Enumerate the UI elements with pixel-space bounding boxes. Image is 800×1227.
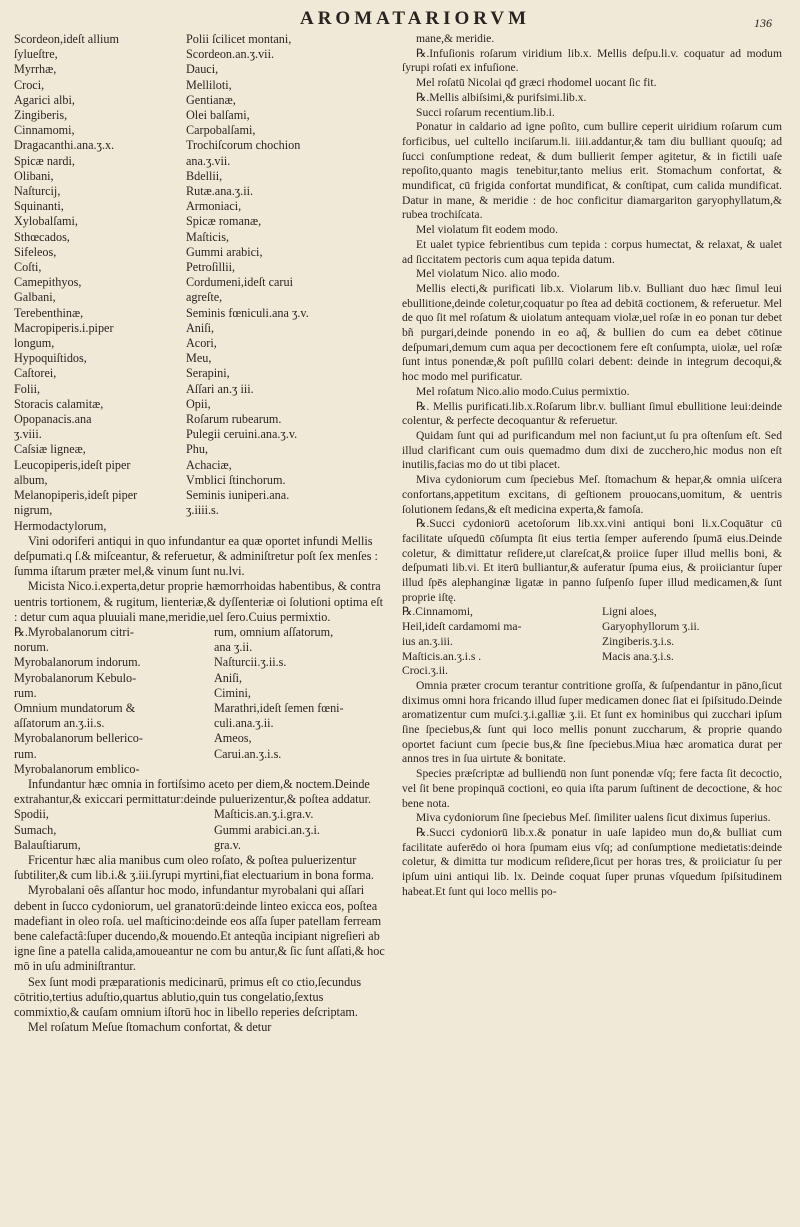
recipe-cell: Myrobalanorum Kebulo-: [14, 670, 137, 685]
right-paragraphs: [402, 32, 782, 605]
ingredient-line: Aniſi,: [186, 320, 215, 335]
ingredient-line: Hermodactylorum,: [14, 518, 107, 533]
ingredient-line: Vmblici ſtinchorum.: [186, 472, 286, 487]
recipe-cell: ana ʒ.ii.: [214, 640, 253, 655]
ingredient-line: Seminis fœniculi.ana ʒ.v.: [186, 305, 309, 320]
ingredient-line: Trochiſcorum chochion: [186, 138, 301, 153]
ingredient-line: Camepithyos,: [14, 275, 82, 290]
recipe-row: [402, 605, 782, 620]
ingredient-line: Sifeleos,: [14, 244, 57, 259]
recipe-row: [14, 747, 386, 762]
ingredient-line: Naſturcij,: [14, 184, 61, 199]
ingredient-line: Caſtorei,: [14, 366, 57, 381]
recipe-row: [14, 655, 386, 670]
paragraph: ℞.Succi cydoniorū acetoſorum lib.xx.vini antiqui boni li.x.Coquātur cū facilitate uſquedū cōſumpta ſit eius tertia ſemper auferendo ſpumā eius.Deinde coletur, & dimittatur reſidere,ut clareſcat,& proiice ſuper illud mellis boni, & deſpumati lib.vi. Et iterū bulliantur,& auferatur ſpuma eius, & proiiciantur ſuper illud ſpēs alephanginæ ligatæ in panno ſuſpenſo ſuper illud medicamen,& ſunt proprie iſtę.: [402, 517, 782, 604]
recipe-cell: Gummi arabici.an.ʒ.i.: [214, 822, 320, 837]
ingredient-line: Maſticis,: [186, 229, 229, 244]
ingredient-line: Zingiberis,: [14, 108, 68, 123]
ingredient-line: Phu,: [186, 442, 209, 457]
recipe-cell: Macis ana.ʒ.i.s.: [602, 649, 674, 663]
recipe-row: [14, 823, 386, 838]
running-header: AROMATARIORVM: [299, 8, 531, 29]
ingredient-line: nigrum,: [14, 503, 53, 518]
ingredient-line: Seminis iuniperi.ana.: [186, 488, 290, 503]
recipe-cell: rum.: [14, 685, 37, 700]
recipe-row: [14, 671, 386, 686]
ingredient-line: Roſarum rubearum.: [186, 412, 282, 427]
ingredient-line: Cinnamomi,: [14, 123, 75, 138]
recipe-cell: Myrobalanorum emblico-: [14, 761, 140, 776]
ingredient-line: Opii,: [186, 396, 211, 411]
ingredient-line: Aſſari an.ʒ iii.: [186, 381, 254, 396]
ingredient-line: agreſte,: [186, 290, 223, 305]
ingredient-lists: [14, 32, 386, 534]
recipe-table: [14, 625, 386, 777]
recipe-cell: Garyophyllorum ʒ.ii.: [602, 620, 700, 634]
ingredient-line: Carpobalſami,: [186, 123, 256, 138]
ingredient-line: Olei balſami,: [186, 108, 250, 123]
recipe-row: [402, 635, 782, 650]
left-column: [14, 32, 386, 1035]
ingredient-line: ana.ʒ.vii.: [186, 153, 231, 168]
ingredient-line: Squinanti,: [14, 199, 64, 214]
ingredient-line: Caſsiæ ligneæ,: [14, 442, 86, 457]
paragraph: Vini odoriferi antiqui in quo infundantur ea quæ oportet infundi Mellis deſpumati.q ſ.& miſceantur, & referuetur, & adminiſtretur poſt ſex menſes : ſumma iſtarum præter mel,& vinum ſunt nu.lvi.: [14, 533, 378, 579]
paragraph: Fricentur hæc alia manibus cum oleo roſato, & poſtea puluerizentur ſubtiliter,& cum lib.i.& ʒ.iii.ſyrupi myrtini,fiat electuarium in bona forma.: [14, 852, 374, 883]
recipe-row: [402, 620, 782, 635]
ingredient-line: Leucopiperis,ideſt piper: [14, 457, 131, 472]
ingredient-line: Coſti,: [14, 260, 42, 275]
recipe-row: [402, 650, 782, 665]
ingredient-line: Gummi arabici,: [186, 244, 263, 259]
ingredient-list-a: [14, 32, 182, 534]
paragraph: Omnia præter crocum terantur contritione groſſa, & ſuſpendantur in pāno,ſicut diximus omni hora fricando illud ſuper medicamen donec ſiat ei ſpiſsitudo.Deinde aromatizentur cum muſci.ʒ.i.galliæ ʒ.ii. Et ſunt ex hominibus qui zucchari ipſum ſine ſpeciebus,& ſunt qui loco mellis ponunt zuccharum, & proprie quando oportet faciunt cum ſpecie bus,& ſine ſpeciebus.Miua hæc aromatica durat per annos tres in ſua uirtute & bonitate.: [402, 678, 782, 766]
paragraph: mane,& meridie.: [416, 32, 495, 45]
paragraph: Species præſcriptæ ad bulliendū non ſunt ponendæ vſq; fere facta ſit decoctio, vel ſit bene propinquā coctioni, eo quia iſta parum ſuſtinent de decoctione, & hoc bene nota.: [402, 767, 782, 810]
recipe-row: [14, 625, 386, 640]
ingredient-line: Rutæ.ana.ʒ.ii.: [186, 184, 254, 199]
recipe-cell: [214, 762, 386, 777]
ingredient-line: Petroſillii,: [186, 260, 236, 275]
paragraph: Infundantur hæc omnia in fortiſsimo aceto per diem,& noctem.Deinde extrahantur,& exiccari permittatur:deinde puluerizentur,& poſtea addatur.: [14, 776, 372, 807]
ingredient-line: Agarici albi,: [14, 92, 75, 107]
ingredient-line: Gentianæ,: [186, 92, 236, 107]
recipe-cell: Zingiberis.ʒ.i.s.: [602, 634, 675, 648]
recipe-cell: Sumach,: [14, 822, 57, 837]
recipe-cell: rum.: [14, 746, 37, 761]
ingredient-line: Meu,: [186, 351, 212, 366]
paragraph: ℞.Succi cydoniorū lib.x.& ponatur in uaſe lapideo mun do,& bulliat cum facilitate auferēdo oi hora ſpumam eius vſq; ad conſumptione medietatis:deinde coletur, & dimitta tur modicum reſidere,ſicut per horas tres, & proiiciatur ſu per ipſum uini antiqui lib. lx. Deinde coquat ſuper prunas vſquedum ſpiſsitudinem habeat.Et ſunt qui loco mellis po-: [402, 825, 782, 898]
recipe-cell: aſſatorum an.ʒ.ii.s.: [14, 716, 105, 731]
recipe-cell: norum.: [14, 640, 49, 655]
paragraph: Et ualet typice febrientibus cum tepida : corpus humectat, & relaxat, & ualet ad ſiccitatem pectoris cum aqua tepida datum.: [402, 237, 782, 266]
ingredient-line: Melliloti,: [186, 77, 232, 92]
ingredient-line: Pulegii ceruini.ana.ʒ.v.: [186, 427, 298, 442]
paragraph: Mel violatum Nico. alio modo.: [416, 267, 560, 281]
recipe-cell: [602, 664, 774, 679]
ingredient-line: ʒ.viii.: [14, 427, 42, 442]
ingredient-line: Polii ſcilicet montani,: [186, 32, 292, 46]
recipe-cell: Aniſi,: [214, 670, 243, 685]
paragraph: Miva cydoniorum cum ſpeciebus Meſ. ſtomachum & hepar,& omnia uiſcera confortans,appetitum excitans, di geſtionem prouocans,uomitum, & uentris ſolutionem ſedans,& eſt medicina experta,& famoſa.: [402, 473, 782, 516]
ingredient-line: Hypoquiſtidos,: [14, 351, 87, 366]
recipe-cell: Ligni aloes,: [602, 605, 657, 619]
recipe-cell: ℞.Myrobalanorum citri-: [14, 624, 134, 639]
ingredient-line: Xylobalſami,: [14, 214, 78, 229]
recipe-table: [14, 807, 386, 853]
paragraph: Mel violatum fit eodem modo.: [416, 223, 559, 237]
ingredient-line: Croci,: [14, 77, 45, 92]
recipe-cell: Spodii,: [14, 807, 49, 822]
paragraph: Miva cydoniorum ſine ſpeciebus Meſ. ſimiliter ualens ſicut diximus ſuperius.: [416, 811, 771, 825]
ingredient-line: Scordeon.an.ʒ.vii.: [186, 47, 274, 62]
ingredient-line: album,: [14, 472, 48, 487]
right-paragraphs-2: [402, 679, 782, 900]
paragraph: Mel roſatum Meſue ſtomachum confortat, & detur: [28, 1020, 272, 1035]
recipe-cell: Maſticis.an.ʒ.i.gra.v.: [214, 807, 314, 822]
recipe-cell: rum, omnium aſſatorum,: [214, 624, 334, 639]
paragraph: Ponatur in caldario ad igne poſito, cum bullire ceperit uiridium roſarum cum forficibus, uel cultello inciſarum.li. iiii.addantur,& tam diu bulliant quouſq; ad ſucci conſumptione redeat, & dum bullierit ſemper agitetur, & in fictili uaſe repoſito,quanto magis tenebitur,tanto melius erit. Stomachum confortat, & mundificat, cū frigida confortat mundificat, & conſtipat, cum calida mundificat. Datur in mane, & meridie : de hoc conficitur diamargariton garyophyllatum,& rubea trochiſcata.: [402, 120, 782, 222]
ingredient-line: Serapini,: [186, 366, 230, 381]
ingredient-line: Opopanacis.ana: [14, 412, 92, 427]
recipe-row: [402, 664, 782, 679]
ingredient-line: Achaciæ,: [186, 457, 232, 472]
ingredient-line: Cordumeni,ideſt carui: [186, 275, 293, 290]
paragraph: Myrobalani oês aſſantur hoc modo, infundantur myrobalani qui aſſari debent in ſucco cydoniorum, uel granatorū:deinde linteo exicca eos, poſtea madefiant in oleo roſa. uel maſticino:deinde eos aſſa ſuper patellam ferream bene calefactâ:ſuper ducendo,& mouendo.Et anteqũa incipiant nigreſieri ab igne ſine a patella calida,amoueantur ne com bu antur,& ſic ſunt aſſati,& hoc mō in uſu adminiſtrantur.: [14, 883, 385, 974]
ingredient-line: longum,: [14, 336, 55, 351]
paragraph: Mel roſatū Nicolai qđ græci rhodomel uocant ſic fit.: [416, 76, 657, 90]
paragraph: ℞.Mellis albiſsimi,& purifsimi.lib.x.: [416, 90, 587, 104]
paragraph: Mel roſatum Nico.alio modo.Cuius permixtio.: [416, 384, 630, 398]
recipe-cell: culi.ana.ʒ.ii.: [214, 716, 274, 731]
ingredient-line: Spicæ nardi,: [14, 153, 75, 168]
paragraph: Micista Nico.i.experta,detur proprie hæmorrhoidas habentibus, & contra uentris tortionem, & rugitum, lienteriæ,& dyſſenteriæ oi ſolutioni optima eſt : detur cum aqua pluuiali mane,meridie,uel ſero.Cuius permixtio.: [14, 579, 383, 624]
paragraph: ℞. Mellis purificati.lib.x.Roſarum libr.v. bulliant ſimul ebullitione leui:deinde colentur, & perfecte decoquantur & referuetur.: [402, 399, 782, 428]
ingredient-line: ʒ.iiii.s.: [186, 503, 219, 518]
recipe-cell: Naſturcii.ʒ.ii.s.: [214, 655, 287, 670]
ingredient-line: Myrrhæ,: [14, 62, 57, 77]
ingredient-list-b: [182, 32, 386, 534]
ingredient-line: Macropiperis.i.piper: [14, 320, 114, 335]
recipe-cell: Ameos,: [214, 731, 252, 746]
recipe-cell: gra.v.: [214, 837, 241, 852]
recipe-row: [14, 640, 386, 655]
recipe-cell: Cimini,: [214, 685, 251, 700]
recipe-row: [14, 838, 386, 853]
recipe-cell: Balauſtiarum,: [14, 837, 81, 852]
ingredient-line: Galbani,: [14, 290, 56, 305]
paragraph: Succi roſarum recentium.lib.i.: [416, 105, 555, 119]
ingredient-line: Armoniaci,: [186, 199, 242, 214]
recipe-row: [14, 686, 386, 701]
recipe-table: [402, 605, 782, 679]
recipe-cell: Omnium mundatorum &: [14, 700, 136, 715]
recipe-cell: Myrobalanorum bellerico-: [14, 731, 143, 746]
ingredient-line: Terebenthinæ,: [14, 305, 84, 320]
ingredient-line: Olibani,: [14, 168, 54, 183]
paragraph: Quidam ſunt qui ad purificandum mel non faciunt,ut ſu pra oſtenſum eſt. Sed illud clarificant cum ouis quemadmo dum dixi de zucchero,hic modus non eſt inutilis,facias mo do ut tibi placet.: [402, 428, 782, 472]
ingredient-line: Dauci,: [186, 62, 219, 77]
recipe-cell: Marathri,ideſt ſemen fœni-: [214, 700, 344, 715]
paragraph: ℞.Infuſionis roſarum viridium lib.x. Mellis deſpu.li.v. coquatur ad modum ſyrupi roſati ex infuſione.: [402, 46, 782, 75]
ingredient-line: ſylueſtre,: [14, 47, 58, 62]
recipe-row: [14, 807, 386, 822]
recipe-cell: ℞.Cinnamomi,: [402, 605, 473, 619]
paragraph: Mellis electi,& purificati lib.x. Violarum lib.v. Bulliant duo hæc ſimul leui ebullitione,deinde coletur,coquatur po ſtea ad debitā coctionem, & referuetur. Mel de quo ſit mel roſatum & uiolatum antequam violæ,uel roſæ in eo ponan tur debet bñ purgari,deinde ponendo in eo aq̃, & bullien do cum ea debet cōtinue deſpumari,demum cum aqua per decoctionem fere eſt conſumpta, uiolæ, uel roſæ ſunt intus ponendæ,& poſt puſillū colari debent: deinde in integrum decoqui,& hoc modo mel purificatur.: [402, 281, 782, 384]
recipe-row: [14, 701, 386, 716]
ingredient-line: Scordeon,ideſt allium: [14, 32, 119, 46]
recipe-cell: ius an.ʒ.iii.: [402, 634, 453, 648]
ingredient-line: Acori,: [186, 336, 217, 351]
recipe-row: [14, 731, 386, 746]
recipe-row: [14, 762, 386, 777]
ingredient-line: Dragacanthi.ana.ʒ.x.: [14, 138, 115, 153]
recipe-cell: Carui.an.ʒ.i.s.: [214, 746, 282, 761]
ingredient-line: Spicæ romanæ,: [186, 214, 262, 229]
recipe-cell: Croci.ʒ.ii.: [402, 664, 449, 678]
right-column: [402, 32, 782, 899]
ingredient-line: Sthœcados,: [14, 229, 70, 244]
ingredient-line: Bdellii,: [186, 168, 223, 183]
page-number: 136: [754, 16, 772, 30]
recipe-cell: Maſticis.an.ʒ.i.s .: [402, 649, 482, 663]
recipe-row: [14, 716, 386, 731]
ingredient-line: Storacis calamitæ,: [14, 396, 104, 411]
paragraph: Sex ſunt modi præparationis medicinarū, primus eſt co ctio,ſecundus cōtritio,tertius aduſtio,quartus ablutio,quin tus congelatio,ſextus commixtio,& cauſam omnium iſtorū hoc in libello reperies deſcriptam.: [14, 974, 362, 1019]
recipe-cell: Myrobalanorum indorum.: [14, 655, 141, 670]
ingredient-line: Folii,: [14, 381, 41, 396]
recipe-cell: Heil,ideſt cardamomi ma-: [402, 620, 522, 634]
ingredient-line: Melanopiperis,ideſt piper: [14, 488, 138, 503]
